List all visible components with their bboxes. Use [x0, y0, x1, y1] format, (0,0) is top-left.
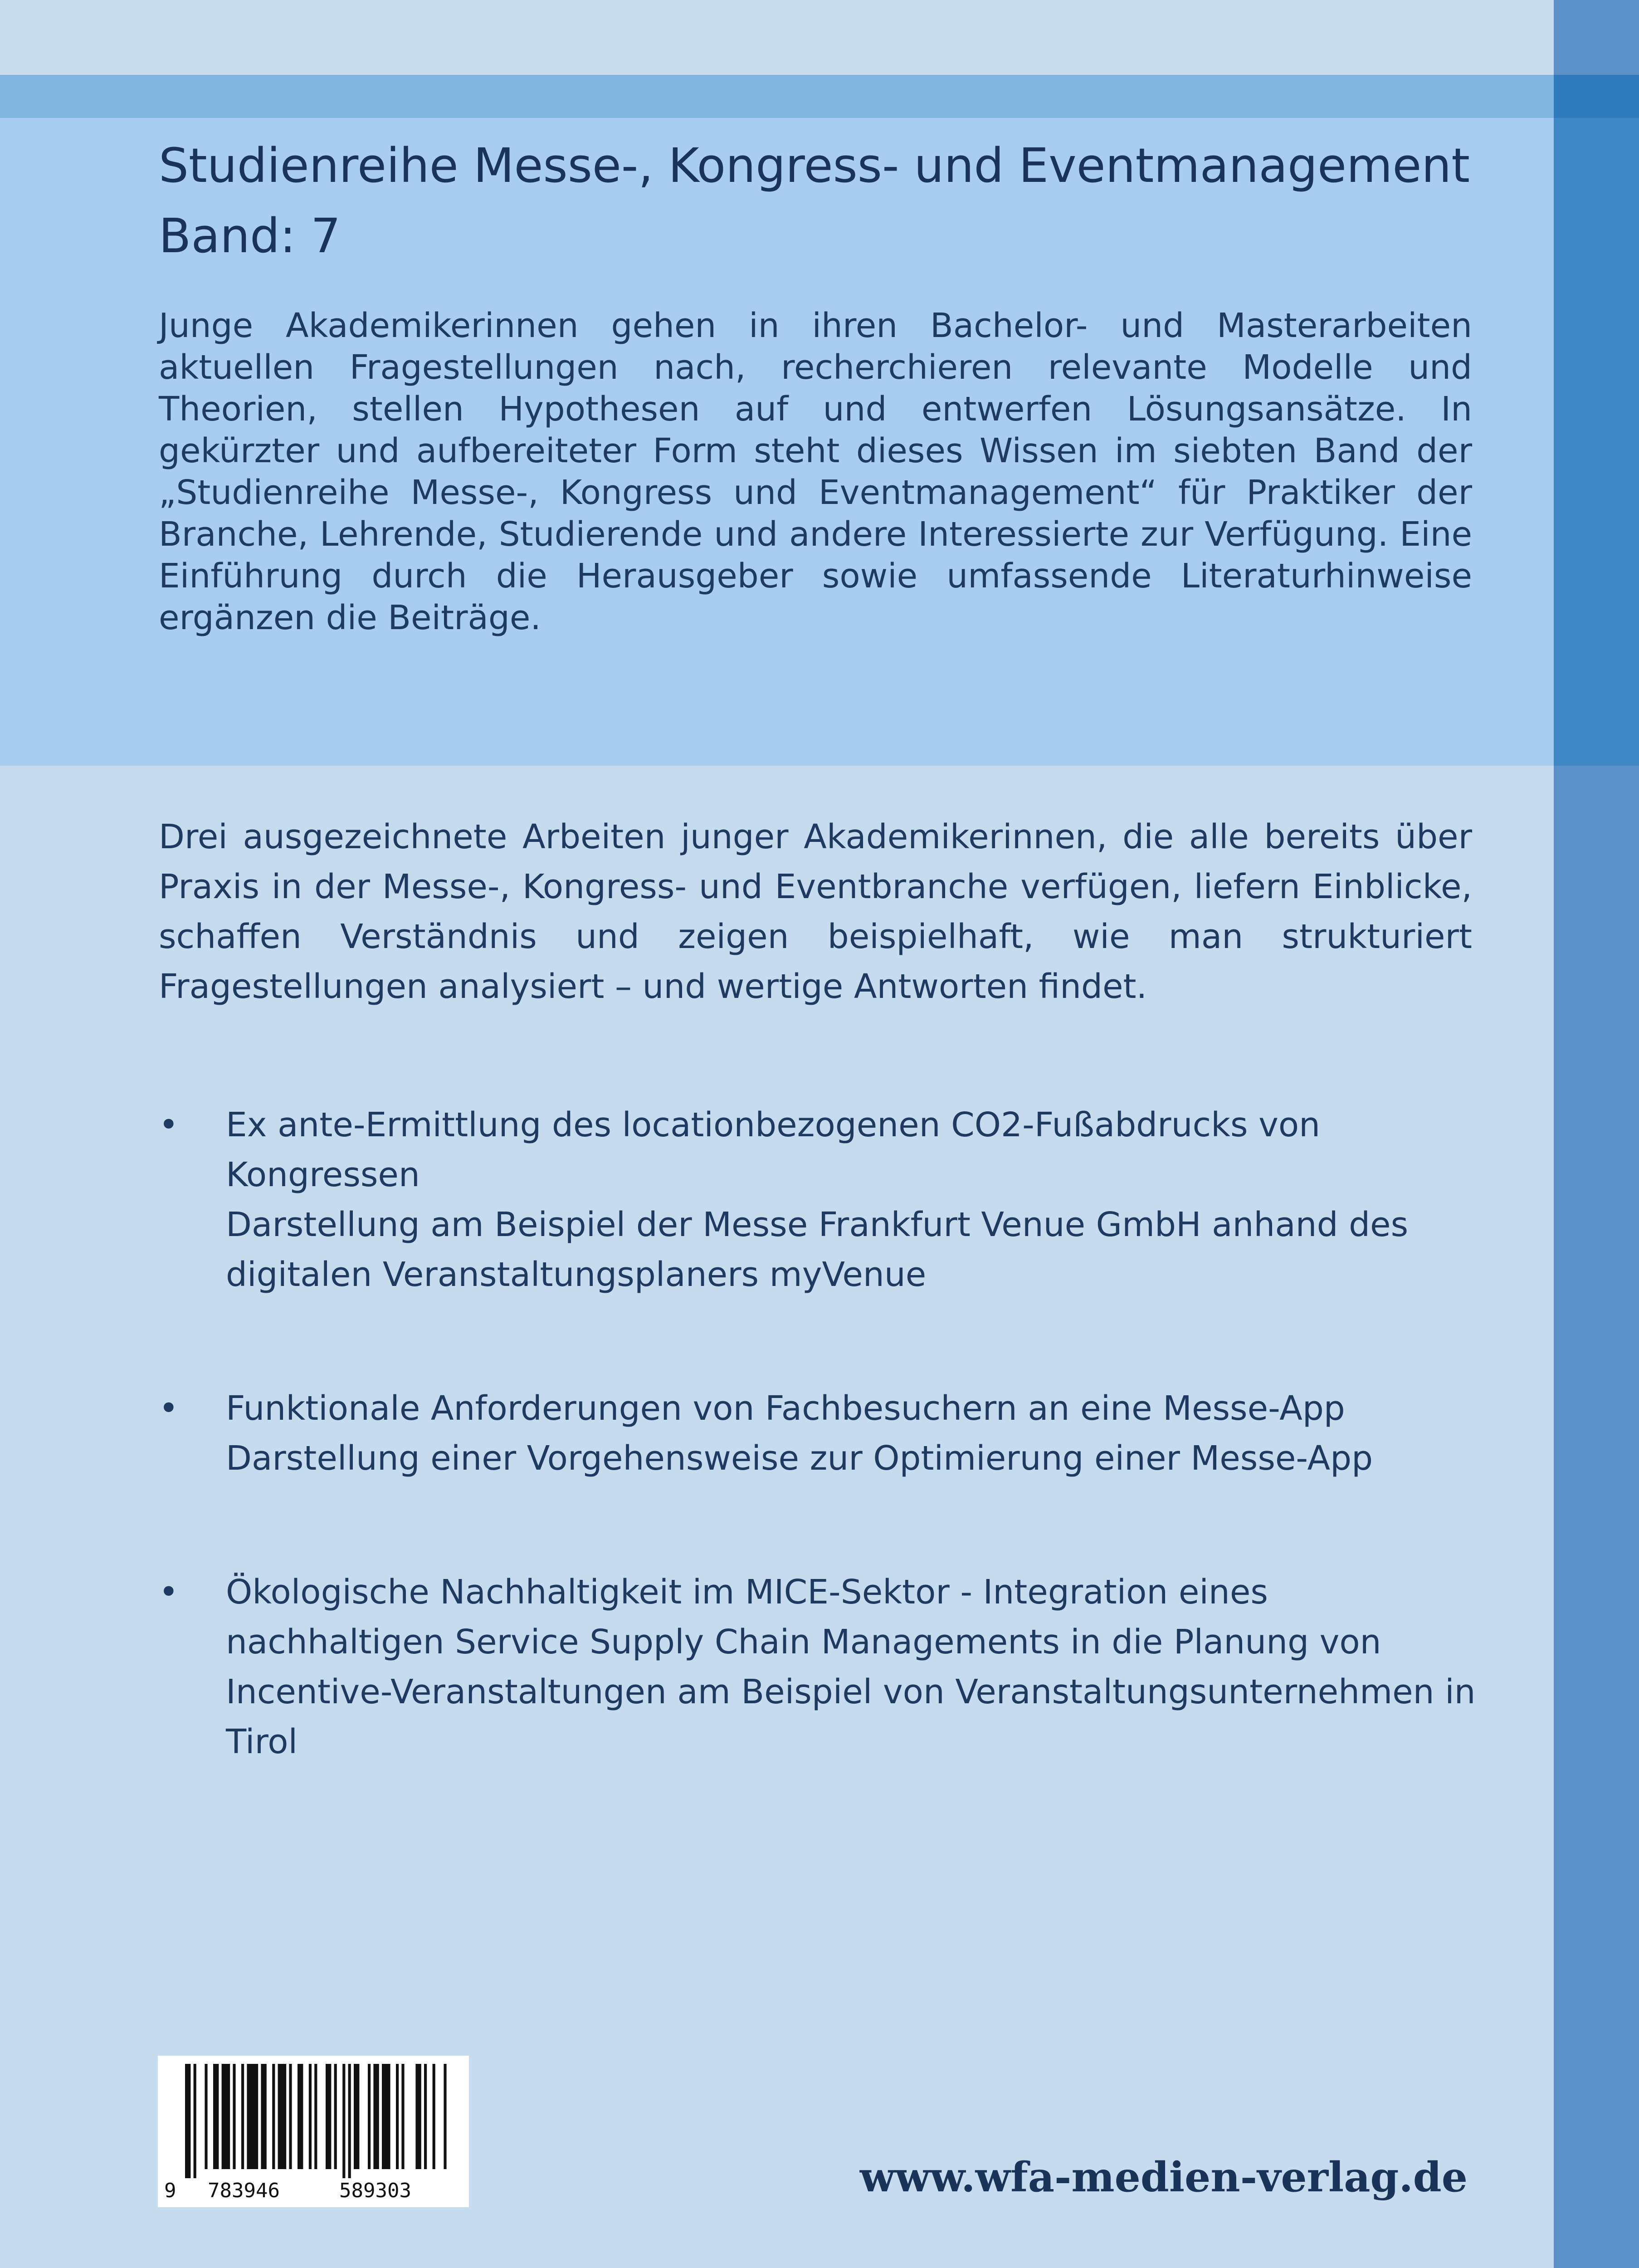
barcode-bar	[261, 2064, 266, 2169]
barcode-bar	[194, 2064, 196, 2178]
barcode-bar	[368, 2064, 371, 2169]
barcode-bar	[222, 2064, 230, 2169]
barcode-bar	[309, 2064, 312, 2169]
barcode-bar	[373, 2064, 379, 2169]
barcode-bar	[433, 2064, 435, 2169]
barcode-first-digit: 9	[164, 2179, 176, 2202]
summary-paragraph: Drei ausgezeichnete Arbeiten junger Akademikerinnen, die alle bereits über Praxis in der Messe-, Kongress- und Eventbranche verfügen, liefern Einblicke, schaffen Verständnis und zeigen beispielhaft, wie man strukturiert Fragestellungen analysiert – und wertige Antworten findet.	[159, 817, 1472, 1006]
barcode-bar	[326, 2064, 331, 2169]
barcode-bar	[272, 2064, 275, 2169]
barcode-bar	[298, 2064, 303, 2169]
barcode-bar	[233, 2064, 235, 2169]
barcode-bar	[289, 2064, 292, 2169]
barcode-bar	[396, 2064, 399, 2169]
top-border	[0, 0, 1554, 75]
bullet-icon: •	[159, 1105, 179, 1144]
spine-bar-upper	[1554, 75, 1639, 766]
barcode-bar	[247, 2064, 258, 2169]
barcode-bar	[382, 2064, 390, 2169]
list-item-title: Ökologische Nachhaltigkeit im MICE-Sektor - Integration eines nachhaltigen Service Supply Chain Managements in die Planung von Incentive-Veranstaltungen am Beispiel von Veranstaltungsunternehmen in Tirol	[226, 1573, 1476, 1761]
barcode-bar	[241, 2064, 244, 2169]
list-item-title: Funktionale Anforderungen von Fachbesuchern an eine Messe-App	[226, 1389, 1345, 1428]
list-item	[159, 1100, 1497, 1300]
barcode-bar	[354, 2064, 359, 2169]
barcode-bars	[158, 2056, 469, 2178]
barcode-bar	[278, 2064, 287, 2169]
isbn-barcode	[158, 2056, 469, 2207]
barcode-bar	[205, 2064, 207, 2169]
barcode-bar	[444, 2064, 446, 2169]
barcode-right-group: 589303	[339, 2179, 411, 2202]
barcode-bar	[185, 2064, 190, 2178]
barcode-bar	[334, 2064, 337, 2169]
publisher-website[interactable]: www.wfa-medien-verlag.de	[859, 2153, 1468, 2201]
list-item-subtitle: Darstellung einer Vorgehensweise zur Optimierung einer Messe-App	[226, 1439, 1373, 1478]
barcode-bar	[424, 2064, 427, 2169]
volume-label: Band: 7	[159, 208, 341, 264]
top-accent-stripe	[0, 75, 1554, 118]
barcode-bar	[213, 2064, 219, 2169]
list-item-subtitle: Darstellung am Beispiel der Messe Frankfurt Venue GmbH anhand des digitalen Veranstaltungsplaners myVenue	[226, 1205, 1409, 1294]
series-title: Studienreihe Messe-, Kongress- und Eventmanagement	[159, 138, 1470, 193]
barcode-bar	[314, 2064, 317, 2169]
barcode-bar	[348, 2064, 351, 2178]
intro-paragraph: Junge Akademikerinnen gehen in ihren Bachelor- und Masterarbeiten aktuellen Fragestellungen nach, recherchieren relevante Modelle und Theorien, stellen Hypothesen auf und entwerfen Lösungsansätze. In gekürzter und aufbereiteter Form steht dieses Wissen im siebten Band der „Studienreihe Messe-, Kongress und Eventmanagement“ für Praktiker der Branche, Lehrende, Studierende und andere Interessierte zur Verfügung. Eine Einführung durch die Herausgeber sowie umfassende Literaturhinweise ergänzen die Beiträge.	[159, 306, 1472, 637]
bullet-icon: •	[159, 1389, 179, 1428]
spine-bar-stripe	[1554, 75, 1639, 118]
barcode-bar	[415, 2064, 421, 2169]
barcode-bar	[401, 2064, 404, 2169]
barcode-bar	[342, 2064, 345, 2178]
list-item	[159, 1567, 1497, 1767]
list-item	[159, 1383, 1497, 1483]
bullet-icon: •	[159, 1573, 179, 1612]
contents-list	[159, 1100, 1497, 1851]
barcode-left-group: 783946	[208, 2179, 280, 2202]
list-item-title: Ex ante-Ermittlung des locationbezogenen CO2-Fußabdrucks von Kongressen	[226, 1105, 1321, 1194]
